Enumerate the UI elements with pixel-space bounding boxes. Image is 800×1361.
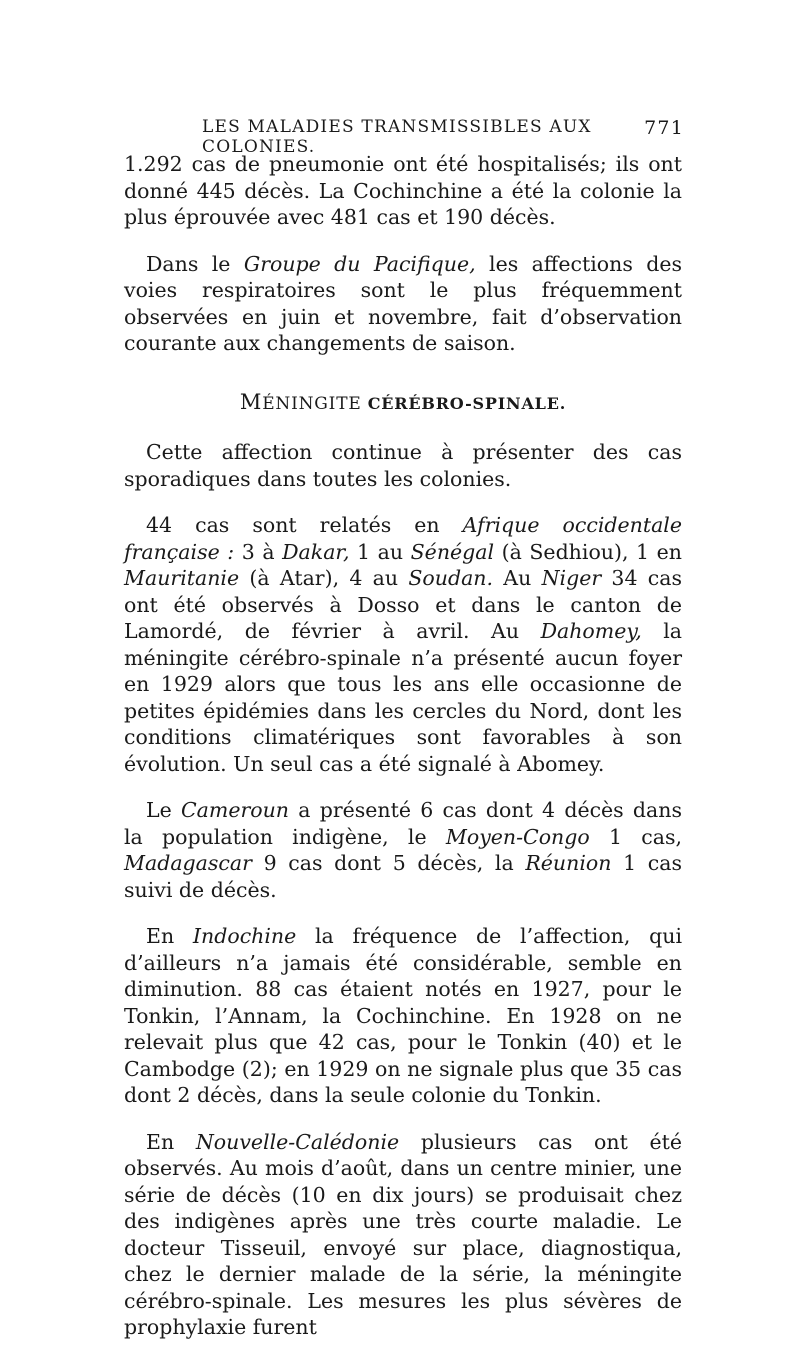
paragraph-pacifique: Dans le Groupe du Pacifique, les affections des voies respiratoires sont le plus fréquemment observées en juin et novembre, fait d’observation courante aux changements de saison. xyxy=(124,251,682,355)
paragraph-indochine: En Indochine la fréquence de l’affection, qui d’ailleurs n’a jamais été considérable, semble en diminution. 88 cas étaient notés en 1927, pour le Tonkin, l’Annam, la Cochinchine. En 1928 on ne relevait plus que 42 cas, pour le Tonkin (40) et le Cambodge (2); en 1929 on ne signale plus que 35 cas dont 2 décès, dans la seule colonie du Tonkin. xyxy=(124,924,683,1107)
paragraph-pneumonie-continuation: 1.292 cas de pneumonie ont été hospitalisés; ils ont donné 445 décès. La Cochinchine a été la colonie la plus éprouvée avec 481 cas et 190 décès. xyxy=(124,152,682,229)
paragraph-affection-sporadique: Cette affection continue à présenter des cas sporadiques dans toutes les colonies. xyxy=(124,440,682,491)
running-header xyxy=(124,117,684,157)
body-text xyxy=(124,151,682,1361)
section-heading-meningite: MÉNINGITE CÉRÉBRO-SPINALE. xyxy=(239,389,567,414)
page-number: 771 xyxy=(644,117,684,139)
paragraph-nouvelle-caledonie: En Nouvelle-Calédonie plusieurs cas ont été observés. Au mois d’août, dans un centre minier, une série de décès (10 en dix jours) se produisait chez des indigènes après une très courte maladie. Le docteur Tisseuil, envoyé sur place, diagnostiqua, chez le dernier malade de la série, la méningite cérébro-spinale. Les mesures les plus sévères de prophylaxie furent xyxy=(124,1129,682,1339)
paragraph-cameroun: Le Cameroun a présenté 6 cas dont 4 décès dans la population indigène, le Moyen-Congo 1 cas, Madagascar 9 cas dont 5 décès, la Réunion 1 cas suivi de décès. xyxy=(124,798,682,902)
header-title: LES MALADIES TRANSMISSIBLES AUX COLONIES. xyxy=(202,117,592,157)
paragraph-afrique-occidentale: 44 cas sont relatés en Afrique occidentale française : 3 à Dakar, 1 au Sénégal (à Sedhiou), 1 en Mauritanie (à Atar), 4 au Soudan. Au Niger 34 cas ont été observés à Dosso et dans le canton de Lamordé, de février à avril. Au Dahomey, la méningite cérébro-spinale n’a présenté aucun foyer en 1929 alors que tous les ans elle occasionne de petites épidémies dans les cercles du Nord, dont les conditions climatériques sont favorables à son évolution. Un seul cas a été signalé à Abomey. xyxy=(124,513,683,776)
